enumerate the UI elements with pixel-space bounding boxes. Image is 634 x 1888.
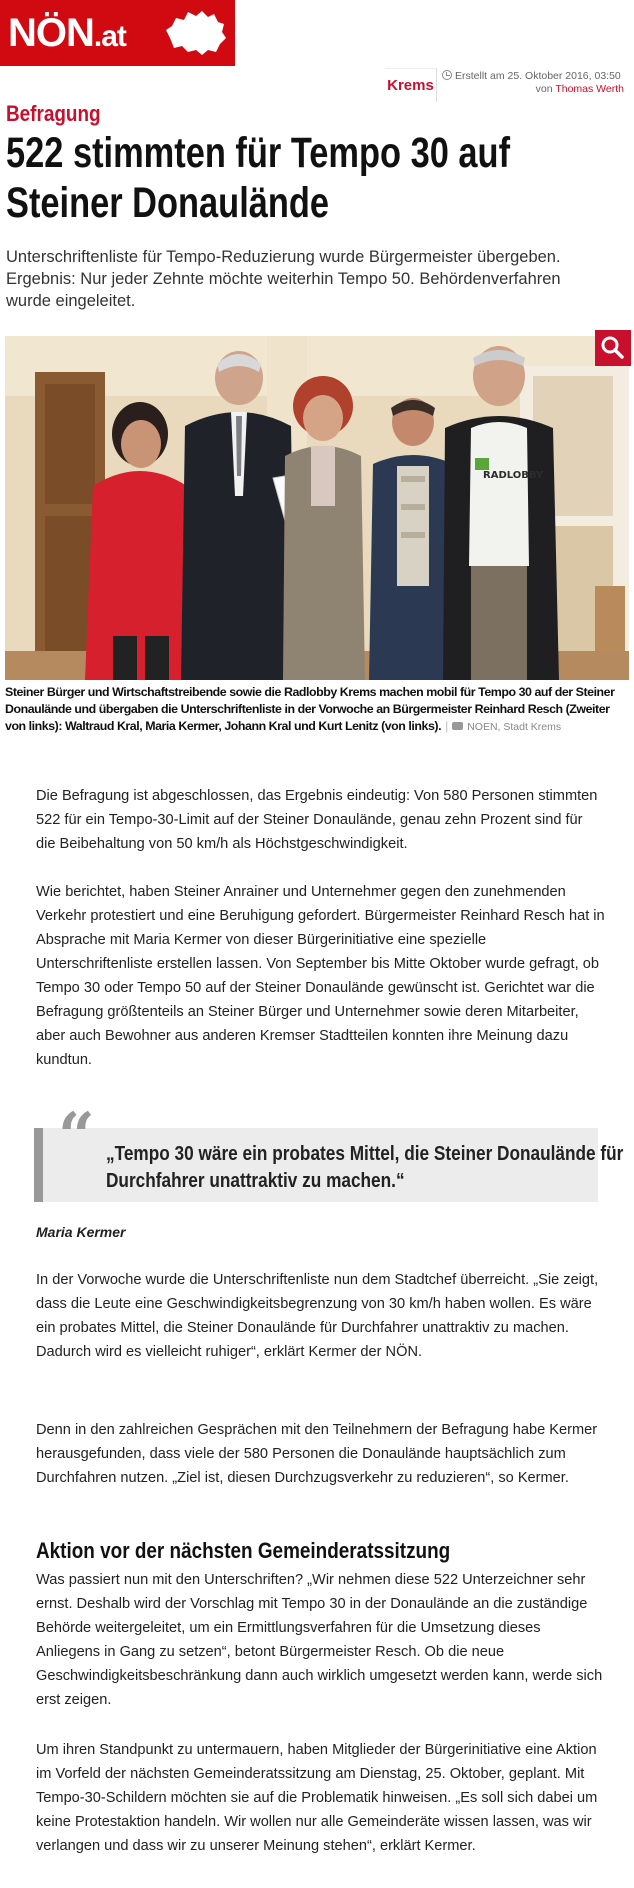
article-meta	[385, 68, 630, 102]
search-icon	[595, 330, 631, 366]
author-line	[442, 83, 632, 96]
camera-icon	[452, 722, 463, 730]
article-paragraph-5: Was passiert nun mit den Unterschriften? „Wir nehmen diese 522 Unterzeichner sehr ernst. Deshalb wird der Vorschlag mit Tempo 30 in der Donaulände an die zuständige Behörde weitergeleitet, um ein Ermittlungsverfahren für die Umsetzung dieses Anliegens in Gang zu setzen“, betont Bürgermeister Resch. Ob die neue Geschwindigkeitsbeschränkung dann auch wirklich umgesetzt werden kann, werde sich erst zeigen.	[36, 1572, 603, 1708]
logo-wordmark	[8, 10, 126, 60]
caption-separator: |	[445, 719, 449, 733]
article-subheading: Aktion vor der nächsten Gemeinderatssitzung	[36, 1538, 451, 1563]
shirt-print-text: RADLOBBY	[483, 470, 544, 481]
created-date: Erstellt am 25. Oktober 2016, 03:50	[455, 70, 621, 82]
quote-mark-icon: “	[58, 1099, 95, 1174]
site-header	[0, 0, 634, 95]
article-paragraph-4: Denn in den zahlreichen Gesprächen mit den Teilnehmern der Befragung habe Kermer herausgefunden, dass viele der 580 Personen die Donaulände hauptsächlich zum Durchfahren nutzen. „Ziel ist, diesen Durchzugsverkehr zu reduzieren“, so Kermer.	[36, 1422, 598, 1486]
by-label: von	[535, 83, 553, 95]
photo-credit: NOEN, Stadt Krems	[467, 721, 562, 733]
lower-austria-map-icon	[162, 8, 230, 58]
author-link[interactable]: Thomas Werth	[555, 83, 624, 95]
caption-text: Steiner Bürger und Wirtschaftstreibende sowie die Radlobby Krems machen mobil für Tempo 30 auf der Steiner Donaulände und übergaben die Unterschriftenliste in der Vorwoche an Bürgermeister Reinhard Resch (Zweiter von links): Waltraud Kral, Maria Kermer, Johann Kral und Kurt Lenitz (von links).	[5, 685, 615, 733]
pull-quote-text: „Tempo 30 wäre ein probates Mittel, die Steiner Donaulände für Durchfahrer unattraktiv zu machen.“	[106, 1142, 624, 1192]
clock-icon	[442, 70, 452, 80]
site-logo[interactable]	[0, 0, 235, 66]
article-paragraph-6: Um ihren Standpunkt zu untermauern, haben Mitglieder der Bürgerinitiative eine Aktion im Vorfeld der nächsten Gemeinderatssitzung am Dienstag, 25. Oktober, geplant. Mit Tempo-30-Schildern möchten sie auf die Problematik hinweisen. „Es soll sich dabei um keine Protestaktion handeln. Wir wollen nur alle Gemeinderäte wissen lassen, was wir verlangen und dass wir zu unserer Meinung stehen“, erklärt Kermer.	[36, 1742, 598, 1854]
article-paragraph-1: Die Befragung ist abgeschlossen, das Ergebnis eindeutig: Von 580 Personen stimmten 522 für ein Tempo-30-Limit auf der Steiner Donaulände, genau zehn Prozent sind für die Beibehaltung von 50 km/h als Höchstgeschwindigkeit.	[36, 788, 598, 852]
publish-info	[442, 70, 632, 96]
pull-quote-author: Maria Kermer	[36, 1224, 126, 1240]
article-photo[interactable]	[5, 336, 629, 680]
article-lead: Unterschriftenliste für Tempo-Reduzierung wurde Bürgermeister übergeben. Ergebnis: Nur jeder Zehnte möchte weiterhin Tempo 50. Behördenverfahren wurde eingeleitet.	[6, 248, 561, 310]
logo-suffix: .at	[93, 20, 126, 53]
article-headline: 522 stimmten für Tempo 30 auf Steiner Donaulände	[6, 129, 511, 227]
zoom-button[interactable]	[595, 330, 631, 366]
article-paragraph-2: Wie berichtet, haben Steiner Anrainer und Unternehmer gegen den zunehmenden Verkehr protestiert und eine Beruhigung gefordert. Bürgermeister Reinhard Resch hat in Absprache mit Maria Kermer von dieser Bürgerinitiative eine spezielle Unterschriftenliste erstellen lassen. Von September bis Mitte Oktober wurde gefragt, ob Tempo 30 oder Tempo 50 auf der Steiner Donaulände gewünscht ist. Gerichtet war die Befragung größtenteils an Steiner Bürger und Unternehmer sowie deren Mitarbeiter, aber auch Bewohner aus anderen Kremser Stadtteilen konnten ihre Meinung dazu kundtun.	[36, 884, 605, 1068]
article-paragraph-3: In der Vorwoche wurde die Unterschriftenliste nun dem Stadtchef überreicht. „Sie zeigt, dass die Leute eine Geschwindigkeitsbegrenzung von 30 km/h haben wollen. Es wäre ein probates Mittel, die Steiner Donaulände für Durchfahrer unattraktiv zu machen. Dadurch wird es vielleicht ruhiger“, erklärt Kermer der NÖN.	[36, 1272, 599, 1360]
group-photo-illustration	[5, 336, 629, 680]
article-kicker: Befragung	[6, 101, 101, 126]
photo-caption	[5, 684, 625, 736]
logo-name: NÖN	[8, 11, 94, 55]
category-link[interactable]: Krems	[385, 68, 437, 102]
